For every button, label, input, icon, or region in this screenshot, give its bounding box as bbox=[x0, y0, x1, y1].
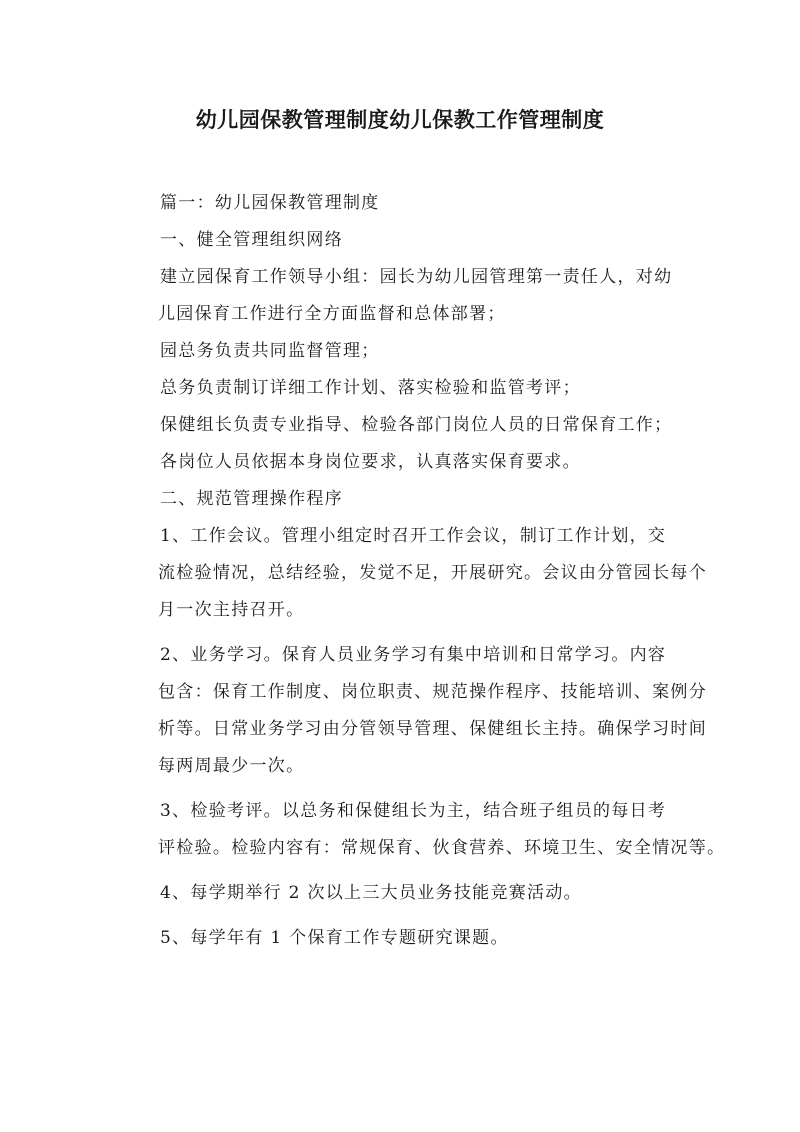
text-line: 流检验情况，总结经验，发觉不足，开展研究。会议由分管园长每个 bbox=[158, 563, 707, 583]
paragraph bbox=[160, 407, 680, 481]
text-line: 篇一：幼儿园保教管理制度 bbox=[160, 193, 380, 213]
paragraph bbox=[160, 333, 680, 370]
paragraph-chapter-heading bbox=[160, 185, 680, 222]
text-line: 各岗位人员依据本身岗位要求，认真落实保育要求。 bbox=[160, 452, 581, 472]
text-line: 5、每学年有 1 个保育工作专题研究课题。 bbox=[160, 928, 509, 948]
text-line: 析等。日常业务学习由分管领导管理、保健组长主持。确保学习时间 bbox=[158, 719, 707, 739]
paragraph bbox=[160, 259, 680, 333]
text-line: 2、业务学习。保育人员业务学习有集中培训和日常学习。内容 bbox=[160, 645, 667, 665]
text-line: 1、工作会议。管理小组定时召开工作会议，制订工作计划，交 bbox=[160, 526, 667, 546]
text-line: 包含：保育工作制度、岗位职责、规范操作程序、技能培训、案例分 bbox=[158, 682, 707, 702]
text-line: 每两周最少一次。 bbox=[158, 756, 305, 776]
document-body bbox=[158, 185, 726, 957]
text-line: 评检验。检验内容有：常规保育、伙食营养、环境卫生、安全情况等。 bbox=[158, 838, 726, 858]
text-line: 3、检验考评。以总务和保健组长为主，结合班子组员的每日考 bbox=[160, 801, 667, 821]
paragraph-item-5 bbox=[160, 920, 680, 957]
text-line: 儿园保育工作进行全方面监督和总体部署； bbox=[158, 304, 506, 324]
document-title: 幼儿园保教管理制度幼儿保教工作管理制度 bbox=[195, 107, 605, 132]
text-line: 二、规范管理操作程序 bbox=[160, 489, 343, 509]
text-line: 园总务负责共同监督管理； bbox=[160, 341, 380, 361]
text-line: 建立园保育工作领导小组：园长为幼儿园管理第一责任人，对幼 bbox=[160, 267, 673, 287]
section-heading-1 bbox=[160, 222, 680, 259]
paragraph-item-1 bbox=[158, 518, 707, 629]
text-line: 总务负责制订详细工作计划、落实检验和监管考评； bbox=[160, 378, 581, 398]
text-line: 月一次主持召开。 bbox=[158, 600, 305, 620]
paragraph-item-3 bbox=[158, 793, 726, 867]
text-line: 一、健全管理组织网络 bbox=[160, 230, 343, 250]
text-line: 保健组长负责专业指导、检验各部门岗位人员的日常保育工作； bbox=[160, 415, 673, 435]
paragraph bbox=[160, 370, 680, 407]
text-line: 4、每学期举行 2 次以上三大员业务技能竞赛活动。 bbox=[160, 883, 582, 903]
paragraph-item-4 bbox=[160, 875, 680, 912]
section-heading-2 bbox=[160, 481, 680, 518]
paragraph-item-2 bbox=[158, 637, 707, 785]
